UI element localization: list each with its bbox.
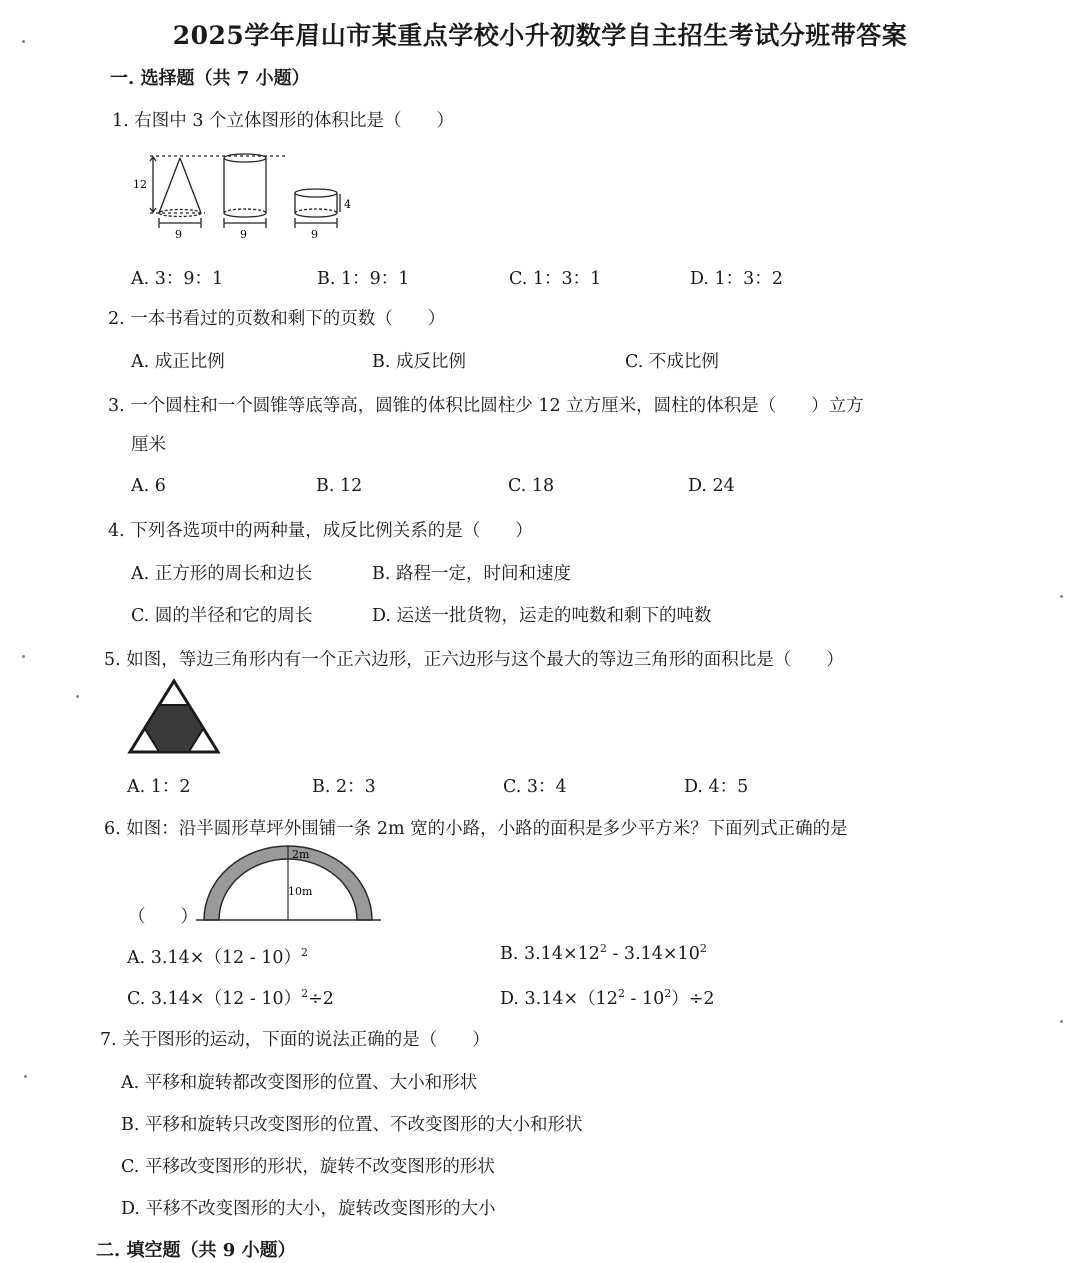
q1-option-c: C. 1：3：1 (509, 269, 602, 289)
solids-figure (125, 148, 365, 243)
q3-option-d: D. 24 (688, 476, 735, 496)
question-3: 3. 一个圆柱和一个圆锥等底等高，圆锥的体积比圆柱少 12 立方厘米，圆柱的体积是（ ）立方 (108, 396, 864, 416)
question-1: 1. 右图中 3 个立体图形的体积比是（ ） (112, 111, 455, 131)
question-5: 5. 如图，等边三角形内有一个正六边形，正六边形与这个最大的等边三角形的面积比是（ ） (104, 650, 844, 670)
base-label-cone: 9 (175, 228, 182, 241)
question-4: 4. 下列各选项中的两种量，成反比例关系的是（ ） (108, 521, 533, 541)
question-6: 6. 如图：沿半圆形草坪外围铺一条 2m 宽的小路，小路的面积是多少平方米？下面列式正确的是 (104, 819, 848, 839)
q3-option-a: A. 6 (131, 476, 166, 496)
question-3-cont: 厘米 (131, 435, 166, 455)
triangle-hexagon-figure (126, 678, 222, 756)
scan-speck (22, 655, 25, 658)
q3-option-c: C. 18 (508, 476, 555, 496)
question-7: 7. 关于图形的运动，下面的说法正确的是（ ） (100, 1030, 490, 1050)
height-label: 12 (133, 178, 147, 191)
q2-option-b: B. 成反比例 (372, 352, 466, 372)
path-width-label: 2m (292, 848, 310, 861)
q3-option-b: B. 12 (316, 476, 363, 496)
page-title: 2025学年眉山市某重点学校小升初数学自主招生考试分班带答案 (172, 21, 908, 50)
scan-speck (76, 695, 79, 698)
semicircle-path-figure (196, 840, 381, 925)
scan-speck (24, 1075, 27, 1078)
q5-option-a: A. 1：2 (127, 777, 191, 797)
q7-option-b: B. 平移和旋转只改变图形的位置、不改变图形的大小和形状 (121, 1115, 583, 1135)
q7-option-d: D. 平移不改变图形的大小，旋转改变图形的大小 (121, 1199, 496, 1219)
radius-label: 10m (288, 885, 313, 898)
small-height-label: 4 (344, 198, 351, 211)
q7-option-a: A. 平移和旋转都改变图形的位置、大小和形状 (121, 1073, 478, 1093)
base-label-short-cylinder: 9 (311, 228, 318, 241)
q7-option-c: C. 平移改变图形的形状，旋转不改变图形的形状 (121, 1157, 495, 1177)
scan-speck (1060, 1020, 1063, 1023)
q2-option-a: A. 成正比例 (131, 352, 225, 372)
q4-option-d: D. 运送一批货物，运走的吨数和剩下的吨数 (372, 606, 712, 626)
q6-option-a: A. 3.14×（12 - 10）$^2$ (127, 946, 308, 968)
q1-option-b: B. 1：9：1 (317, 269, 410, 289)
q5-option-d: D. 4：5 (684, 777, 749, 797)
question-6-blank: （ ） (128, 907, 198, 927)
section-heading-fill: 二. 填空题（共 9 小题） (96, 1240, 296, 1261)
q4-option-b: B. 路程一定，时间和速度 (372, 564, 571, 584)
q4-option-c: C. 圆的半径和它的周长 (131, 606, 313, 626)
q6-option-b: B. $3.14\times 12^2 - 3.14\times 10^2$ (500, 942, 707, 964)
q5-option-b: B. 2：3 (312, 777, 376, 797)
question-2: 2. 一本书看过的页数和剩下的页数（ ） (108, 309, 446, 329)
q5-option-c: C. 3：4 (503, 777, 567, 797)
q6-option-d: D. $3.14\times(12^2 - 10^2)\div 2$ (500, 987, 715, 1009)
q1-option-a: A. 3：9：1 (131, 269, 224, 289)
q4-option-a: A. 正方形的周长和边长 (131, 564, 313, 584)
base-label-cylinder: 9 (240, 228, 247, 241)
q6-option-c: C. 3.14×（12 - 10）$^2$÷2 (127, 987, 334, 1009)
scan-speck (1060, 595, 1063, 598)
q1-option-d: D. 1：3：2 (690, 269, 783, 289)
section-heading-choice: 一. 选择题（共 7 小题） (110, 68, 310, 89)
q2-option-c: C. 不成比例 (625, 352, 719, 372)
